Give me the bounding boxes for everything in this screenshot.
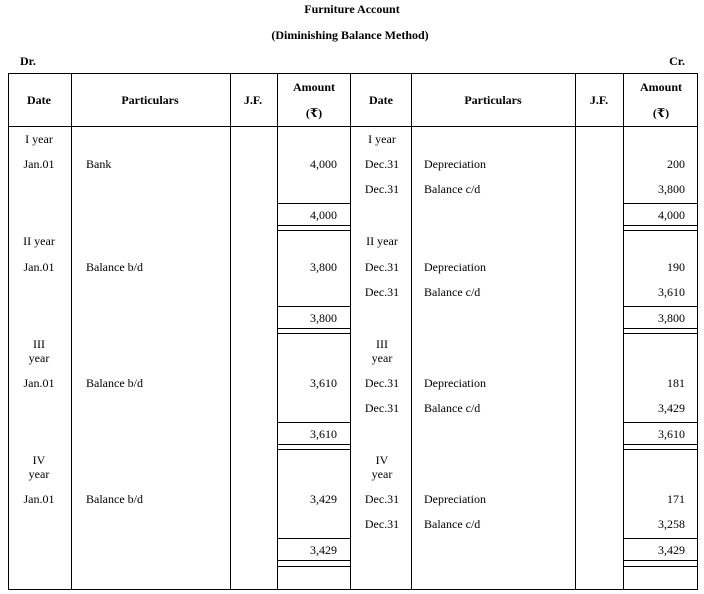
credit-total-line bbox=[623, 306, 698, 307]
debit-year-label: I year bbox=[25, 132, 53, 146]
credit-year-label: IV bbox=[375, 453, 389, 467]
header-bottom-border bbox=[8, 126, 698, 127]
column-line bbox=[8, 73, 9, 590]
table-top-border bbox=[8, 73, 698, 74]
credit-amount: 171 bbox=[667, 492, 685, 506]
credit-total-line bbox=[623, 538, 698, 539]
column-line bbox=[71, 73, 72, 590]
amount-box-line bbox=[277, 333, 351, 334]
debit-amount: 4,000 bbox=[310, 157, 337, 171]
credit-side-label: Cr. bbox=[669, 54, 685, 68]
debit-date: Jan.01 bbox=[23, 260, 55, 274]
debit-total-line bbox=[277, 538, 351, 539]
amount-box-line bbox=[623, 449, 698, 450]
debit-total-line bbox=[277, 328, 351, 329]
column-line bbox=[575, 73, 576, 590]
credit-particulars: Depreciation bbox=[424, 492, 486, 506]
debit-date: Jan.01 bbox=[23, 492, 55, 506]
credit-particulars: Balance c/d bbox=[424, 182, 481, 196]
header-currency-debit: (₹) bbox=[305, 106, 323, 120]
credit-date: Dec.31 bbox=[364, 285, 400, 299]
debit-amount: 3,610 bbox=[310, 376, 337, 390]
credit-date: Dec.31 bbox=[364, 517, 400, 531]
amount-box-line bbox=[277, 449, 351, 450]
debit-total-line bbox=[277, 444, 351, 445]
header-jf-credit: J.F. bbox=[589, 93, 609, 107]
credit-total: 3,429 bbox=[658, 543, 685, 557]
column-line bbox=[697, 73, 698, 590]
credit-total: 4,000 bbox=[658, 208, 685, 222]
debit-year-label: IV bbox=[32, 453, 46, 467]
debit-particulars: Balance b/d bbox=[86, 376, 143, 390]
credit-total-line bbox=[623, 560, 698, 561]
credit-date: Dec.31 bbox=[364, 492, 400, 506]
debit-particulars: Bank bbox=[86, 157, 112, 171]
debit-year-label: II year bbox=[23, 234, 55, 248]
debit-total-line bbox=[277, 225, 351, 226]
header-date-debit: Date bbox=[27, 93, 51, 107]
header-particulars-debit: Particulars bbox=[121, 93, 179, 107]
credit-total-line bbox=[623, 203, 698, 204]
header-date-credit: Date bbox=[369, 93, 393, 107]
credit-total-line bbox=[623, 422, 698, 423]
column-line bbox=[411, 73, 412, 590]
credit-year-label-line2: year bbox=[371, 467, 393, 481]
amount-box-line bbox=[277, 230, 351, 231]
credit-year-label-line2: year bbox=[371, 351, 393, 365]
amount-box-line bbox=[277, 566, 351, 567]
debit-amount: 3,800 bbox=[310, 260, 337, 274]
credit-amount: 181 bbox=[667, 376, 685, 390]
amount-box-line bbox=[623, 566, 698, 567]
credit-particulars: Depreciation bbox=[424, 157, 486, 171]
debit-year-label-line2: year bbox=[28, 467, 50, 481]
credit-date: Dec.31 bbox=[364, 157, 400, 171]
credit-year-label: III bbox=[376, 337, 388, 351]
credit-amount: 200 bbox=[667, 157, 685, 171]
credit-amount: 3,258 bbox=[658, 517, 685, 531]
credit-total-line bbox=[623, 225, 698, 226]
debit-date: Jan.01 bbox=[23, 376, 55, 390]
credit-particulars: Balance c/d bbox=[424, 401, 481, 415]
credit-particulars: Depreciation bbox=[424, 376, 486, 390]
amount-box-line bbox=[623, 230, 698, 231]
debit-particulars: Balance b/d bbox=[86, 260, 143, 274]
debit-date: Jan.01 bbox=[23, 157, 55, 171]
debit-total-line bbox=[277, 422, 351, 423]
column-line bbox=[350, 73, 351, 590]
column-line bbox=[277, 73, 278, 590]
credit-total: 3,800 bbox=[658, 311, 685, 325]
credit-date: Dec.31 bbox=[364, 401, 400, 415]
debit-total: 4,000 bbox=[310, 208, 337, 222]
debit-side-label: Dr. bbox=[20, 54, 36, 68]
header-currency-credit: (₹) bbox=[652, 106, 670, 120]
credit-total: 3,610 bbox=[658, 427, 685, 441]
credit-particulars: Balance c/d bbox=[424, 517, 481, 531]
credit-total-line bbox=[623, 444, 698, 445]
credit-year-label: II year bbox=[366, 234, 398, 248]
debit-particulars: Balance b/d bbox=[86, 492, 143, 506]
debit-total-line bbox=[277, 560, 351, 561]
debit-amount: 3,429 bbox=[310, 492, 337, 506]
debit-total: 3,429 bbox=[310, 543, 337, 557]
credit-amount: 3,800 bbox=[658, 182, 685, 196]
credit-particulars: Balance c/d bbox=[424, 285, 481, 299]
credit-year-label: I year bbox=[368, 132, 396, 146]
debit-year-label: III bbox=[33, 337, 45, 351]
credit-amount: 3,429 bbox=[658, 401, 685, 415]
credit-total-line bbox=[623, 328, 698, 329]
debit-total: 3,610 bbox=[310, 427, 337, 441]
credit-particulars: Depreciation bbox=[424, 260, 486, 274]
column-line bbox=[230, 73, 231, 590]
column-line bbox=[623, 73, 624, 590]
credit-amount: 3,610 bbox=[658, 285, 685, 299]
debit-total-line bbox=[277, 203, 351, 204]
header-amount-debit: Amount bbox=[292, 80, 336, 94]
debit-total-line bbox=[277, 306, 351, 307]
credit-date: Dec.31 bbox=[364, 260, 400, 274]
credit-date: Dec.31 bbox=[364, 182, 400, 196]
header-particulars-credit: Particulars bbox=[464, 93, 522, 107]
account-title: Furniture Account bbox=[304, 2, 400, 16]
amount-box-line bbox=[623, 333, 698, 334]
header-amount-credit: Amount bbox=[639, 80, 683, 94]
account-subtitle: (Diminishing Balance Method) bbox=[271, 28, 429, 42]
header-jf-debit: J.F. bbox=[243, 93, 263, 107]
debit-total: 3,800 bbox=[310, 311, 337, 325]
table-bottom-border bbox=[8, 589, 698, 590]
debit-year-label-line2: year bbox=[28, 351, 50, 365]
credit-amount: 190 bbox=[667, 260, 685, 274]
credit-date: Dec.31 bbox=[364, 376, 400, 390]
